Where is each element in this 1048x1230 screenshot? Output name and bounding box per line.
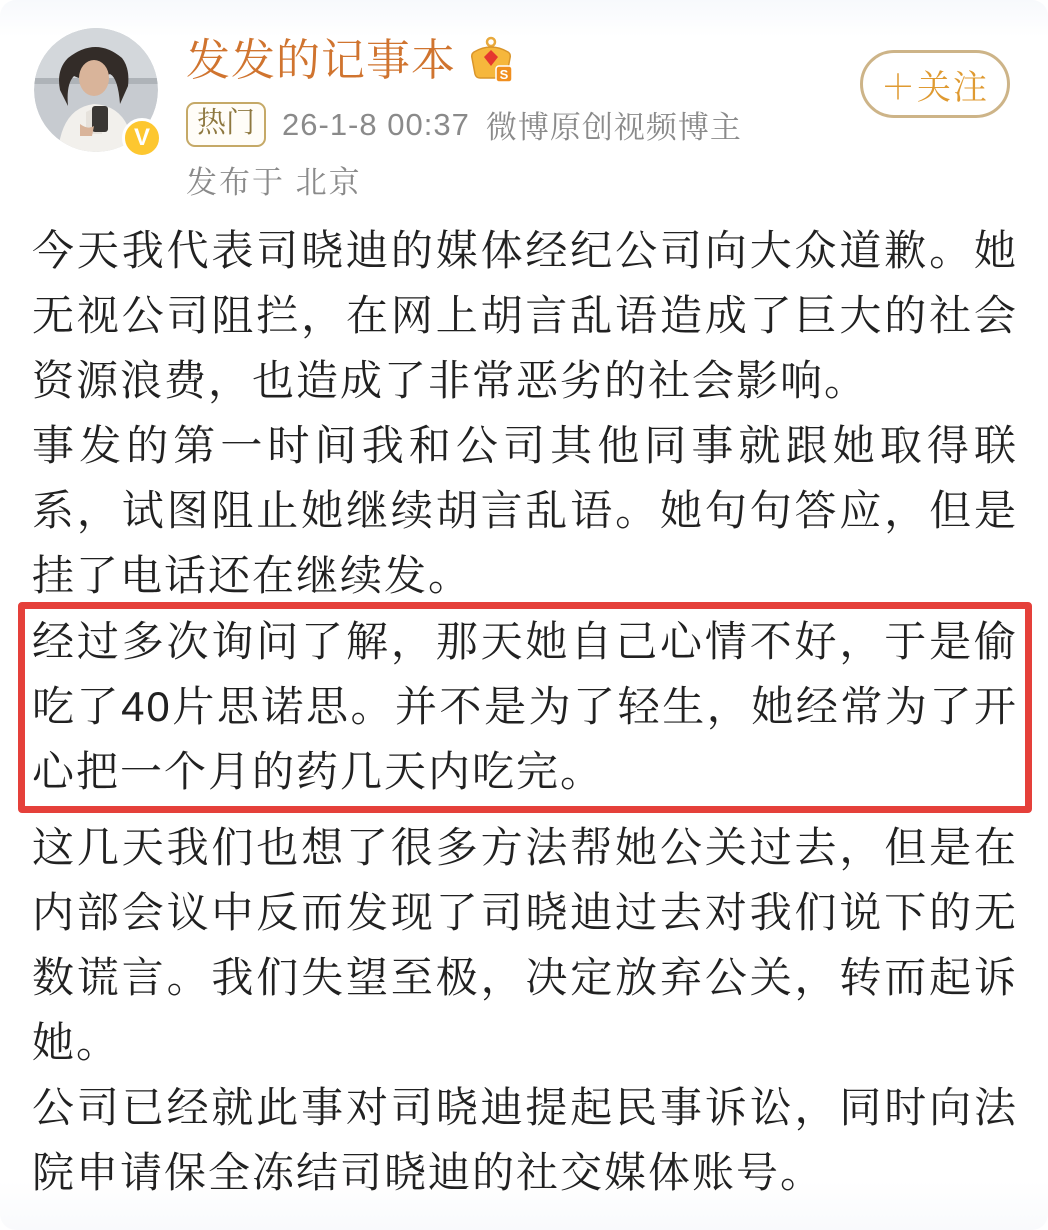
post-content (0, 218, 1048, 1205)
user-info (186, 36, 742, 202)
username[interactable]: 发发的记事本 (186, 35, 456, 85)
post-location: 发布于 北京 (186, 165, 362, 200)
post-paragraph: 这几天我们也想了很多方法帮她公关过去，但是在内部会议中反而发现了司晓迪过去对我们说下的无数谎言。我们失望至极，决定放弃公关，转而起诉她。 (32, 824, 1018, 1066)
red-highlight-box (18, 602, 1032, 813)
hot-tag[interactable]: 热门 (186, 102, 266, 146)
post-timestamp: 26-1-8 00:37 (282, 106, 470, 142)
post-paragraph-highlighted: 经过多次询问了解，那天她自己心情不好，于是偷吃了40片思诺思。并不是为了轻生，她经常为了开心把一个月的药几天内吃完。 (32, 618, 1018, 795)
post-paragraph: 今天我代表司晓迪的媒体经纪公司向大众道歉。她无视公司阻拦，在网上胡言乱语造成了巨大的社会资源浪费，也造成了非常恶劣的社会影响。 (32, 227, 1018, 404)
post-source[interactable]: 微博原创视频博主 (485, 110, 742, 145)
post-paragraph: 公司已经就此事对司晓迪提起民事诉讼，同时向法院申请保全冻结司晓迪的社交媒体账号。 (32, 1084, 1018, 1196)
vip-level-letter: S (499, 67, 509, 82)
verified-badge-icon: V (122, 118, 162, 158)
post-header (0, 0, 1048, 200)
vip-crown-icon (466, 36, 516, 86)
post-paragraph: 事发的第一时间我和公司其他同事就跟她取得联系，试图阻止她继续胡言乱语。她句句答应，但是挂了电话还在继续发。 (32, 422, 1018, 599)
user-avatar[interactable] (34, 28, 158, 152)
follow-button[interactable]: ＋关注 (860, 50, 1010, 118)
